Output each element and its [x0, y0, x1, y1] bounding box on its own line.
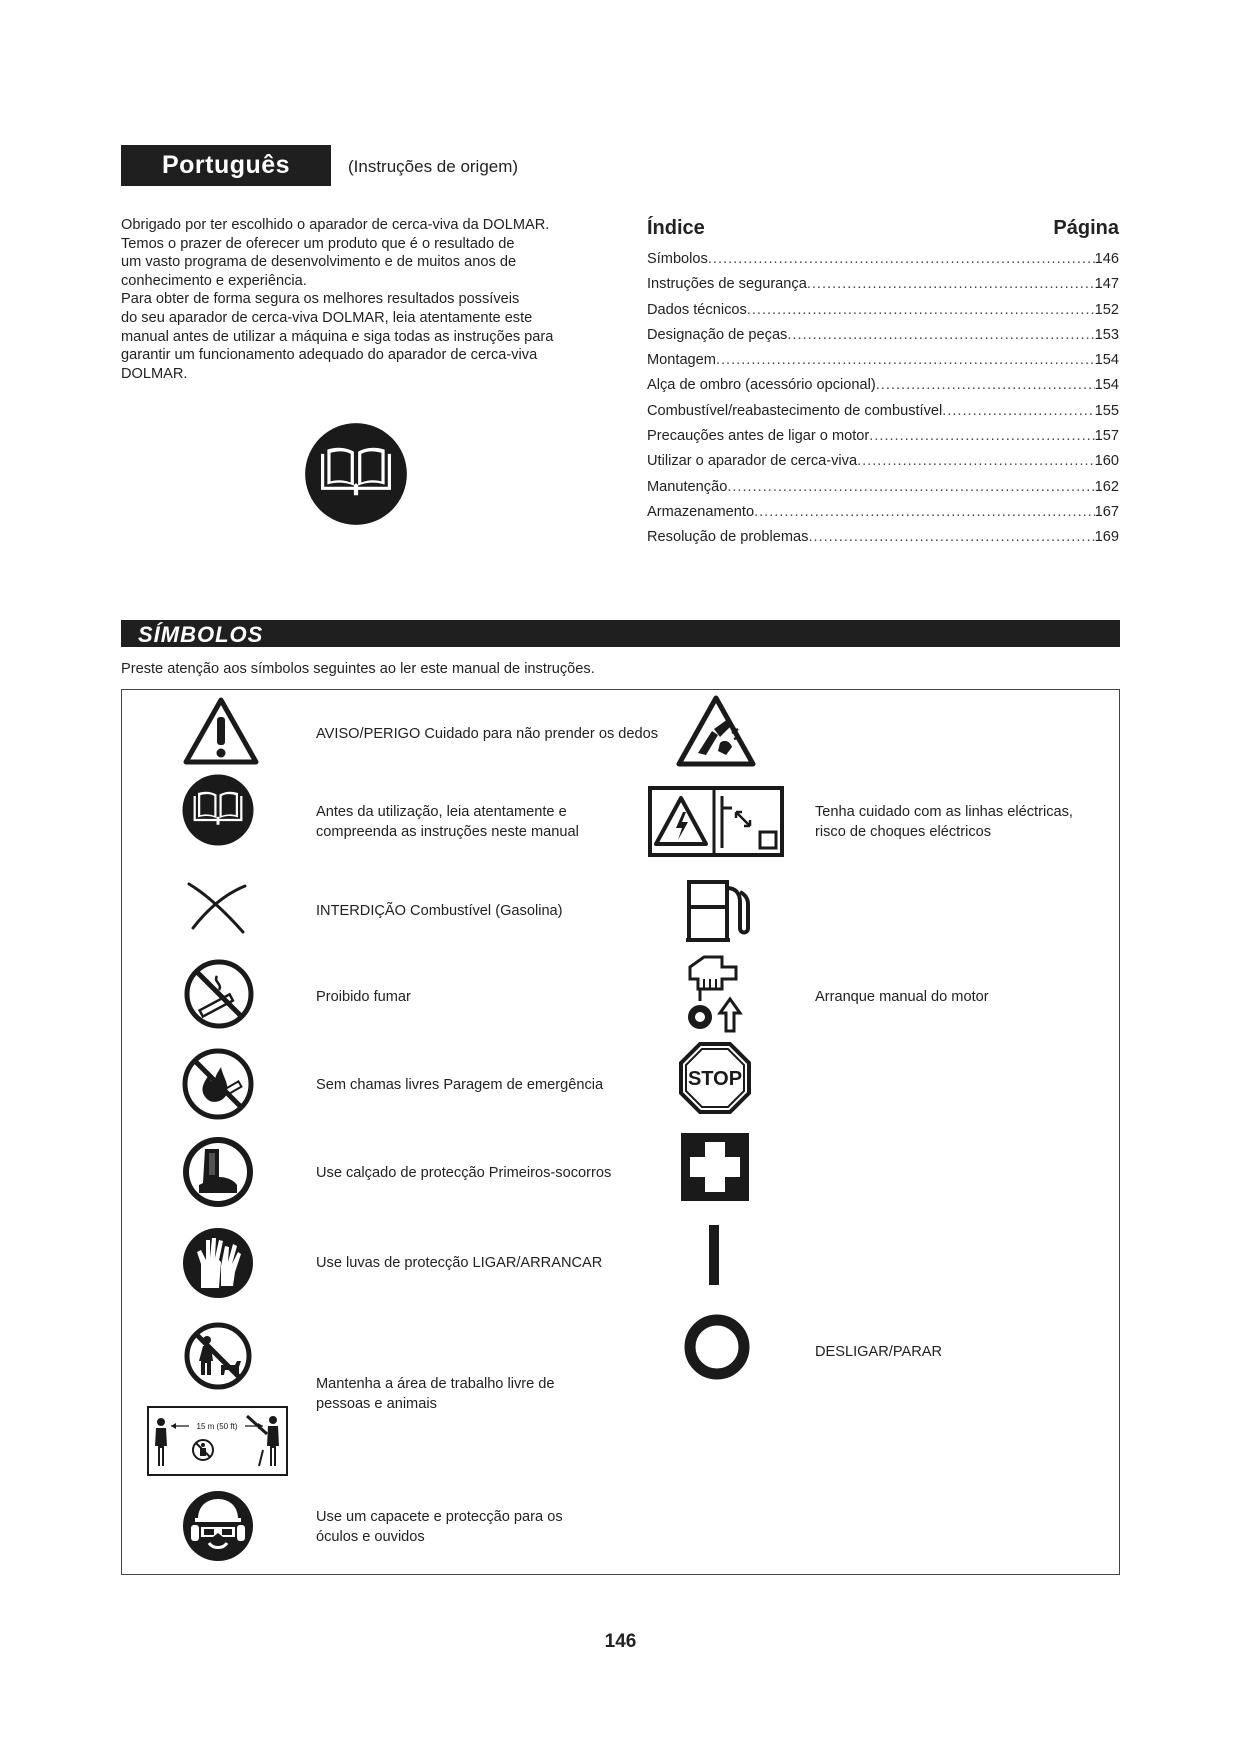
off-stop-label: DESLIGAR/PARAR — [815, 1344, 943, 1360]
toc-entry[interactable] — [647, 373, 1119, 398]
keep-area-clear-label-line: Mantenha a área de trabalho livre de — [316, 1376, 555, 1392]
toc-entry[interactable] — [647, 500, 1119, 525]
table-of-contents — [647, 217, 1119, 551]
toc-entry-page: 153 — [1094, 326, 1119, 343]
keep-area-clear-label-line: pessoas e animais — [316, 1396, 437, 1412]
toc-entry[interactable] — [647, 323, 1119, 348]
no-smoking-icon — [183, 958, 255, 1030]
toc-entry-page: 154 — [1094, 352, 1119, 369]
fuel-pump-icon — [684, 874, 754, 944]
no-open-flames-label: Sem chamas livres Paragem de emergência — [316, 1077, 604, 1093]
prohibition-cross-icon — [185, 876, 249, 936]
keep-area-clear-label — [316, 1374, 555, 1414]
toc-entry-title: Armazenamento — [647, 503, 755, 520]
warning-icon — [183, 697, 259, 765]
toc-entry-page: 162 — [1094, 478, 1119, 495]
no-open-flames-icon — [181, 1047, 255, 1121]
toc-entry[interactable] — [647, 525, 1119, 550]
toc-entry[interactable] — [647, 348, 1119, 373]
toc-header — [647, 217, 1119, 247]
safety-boots-icon — [181, 1135, 255, 1209]
toc-entry-page: 152 — [1094, 301, 1119, 318]
toc-entry-title: Precauções antes de ligar o motor — [647, 428, 870, 445]
intro-line: conhecimento e experiência. — [121, 272, 307, 289]
page-number: 146 — [604, 1631, 637, 1652]
read-manual-icon — [303, 421, 409, 527]
finger-pinch-warning-icon — [676, 695, 756, 767]
protective-gloves-label: Use luvas de protecção LIGAR/ARRANCAR — [316, 1255, 603, 1271]
intro-line: Para obter de forma segura os melhores resultados possíveis — [121, 291, 520, 308]
toc-entry-title: Alça de ombro (acessório opcional) — [647, 377, 876, 394]
toc-entry-page: 160 — [1094, 453, 1119, 470]
electric-lines-icon — [648, 786, 784, 857]
stop-sign-icon — [678, 1041, 752, 1115]
intro-line: do seu aparador de cerca-viva DOLMAR, leia atentamente este — [121, 309, 533, 326]
toc-entry-title: Designação de peças — [647, 326, 788, 343]
manual-start-label: Arranque manual do motor — [815, 989, 989, 1005]
helmet-label — [316, 1507, 563, 1547]
warning-label: AVISO/PERIGO Cuidado para não prender os dedos — [316, 726, 659, 742]
symbols-section-bar — [121, 620, 1120, 647]
symbols-title: SÍMBOLOS — [138, 622, 264, 647]
toc-page-header: Página — [1053, 217, 1119, 239]
toc-entry-title: Resolução de problemas — [647, 529, 809, 546]
toc-entry-title: Dados técnicos — [647, 301, 747, 318]
toc-entry-page: 169 — [1094, 529, 1119, 546]
toc-entry-title: Manutenção — [647, 478, 728, 495]
helmet-goggles-ear-protection-icon — [181, 1489, 255, 1563]
toc-entry[interactable] — [647, 272, 1119, 297]
toc-entry[interactable] — [647, 298, 1119, 323]
electric-lines-label — [815, 802, 1073, 842]
intro-line: DOLMAR. — [121, 365, 188, 382]
toc-entry-page: 167 — [1094, 503, 1119, 520]
toc-entry-title: Montagem — [647, 352, 716, 369]
helmet-label-line: Use um capacete e protecção para os — [316, 1509, 563, 1525]
language-banner: Português — [121, 145, 331, 186]
off-stop-icon — [683, 1313, 751, 1381]
toc-entry-page: 154 — [1094, 377, 1119, 394]
helmet-label-line: óculos e ouvidos — [316, 1529, 425, 1545]
on-start-icon — [707, 1225, 721, 1285]
toc-entry-page: 147 — [1094, 276, 1119, 293]
read-manual-label-line: Antes da utilização, leia atentamente e — [316, 804, 567, 820]
manual-start-icon — [682, 953, 746, 1033]
first-aid-icon — [680, 1132, 750, 1202]
read-manual-label — [316, 802, 579, 842]
language-subtitle: (Instruções de origem) — [348, 157, 519, 176]
electric-lines-label-line: Tenha cuidado com as linhas eléctricas, — [815, 804, 1073, 820]
toc-title: Índice — [647, 217, 705, 239]
stop-sign-text: STOP — [687, 1068, 743, 1090]
intro-line: Obrigado por ter escolhido o aparador de cerca-viva da DOLMAR. — [121, 217, 550, 233]
toc-entry[interactable] — [647, 247, 1119, 272]
intro-line: um vasto programa de desenvolvimento e de muitos anos de — [121, 254, 517, 271]
intro-text — [121, 216, 591, 383]
toc-entry-title: Utilizar o aparador de cerca-viva — [647, 453, 858, 470]
symbols-subtitle: Preste atenção aos símbolos seguintes ao ler este manual de instruções. — [121, 661, 595, 677]
toc-entry-page: 155 — [1094, 402, 1119, 419]
read-manual-label-line: compreenda as instruções neste manual — [316, 824, 579, 840]
toc-entry[interactable] — [647, 424, 1119, 449]
toc-entry-page: 157 — [1094, 428, 1119, 445]
protective-gloves-icon — [181, 1226, 255, 1300]
safe-distance-text: 15 m (50 ft) — [196, 1422, 238, 1431]
no-persons-animals-icon — [183, 1321, 253, 1391]
toc-entry[interactable] — [647, 399, 1119, 424]
intro-line: Temos o prazer de oferecer um produto que é o resultado de — [121, 235, 515, 252]
read-manual-icon — [181, 773, 255, 847]
toc-entry[interactable] — [647, 449, 1119, 474]
intro-line: manual antes de utilizar a máquina e siga todas as instruções para — [121, 328, 554, 345]
no-smoking-label: Proibido fumar — [316, 989, 411, 1005]
toc-entry-title: Símbolos — [647, 251, 708, 267]
toc-entry-title: Instruções de segurança — [647, 276, 807, 293]
electric-lines-label-line: risco de choques eléctricos — [815, 824, 992, 840]
safety-boots-label: Use calçado de protecção Primeiros-socorros — [316, 1165, 612, 1181]
safe-distance-icon — [147, 1406, 288, 1476]
toc-entry-page: 146 — [1094, 251, 1119, 267]
toc-entry[interactable] — [647, 475, 1119, 500]
toc-entry-title: Combustível/reabastecimento de combustível — [647, 402, 943, 419]
intro-line: garantir um funcionamento adequado do aparador de cerca-viva — [121, 347, 538, 364]
prohibition-label: INTERDIÇÃO Combustível (Gasolina) — [316, 903, 563, 919]
